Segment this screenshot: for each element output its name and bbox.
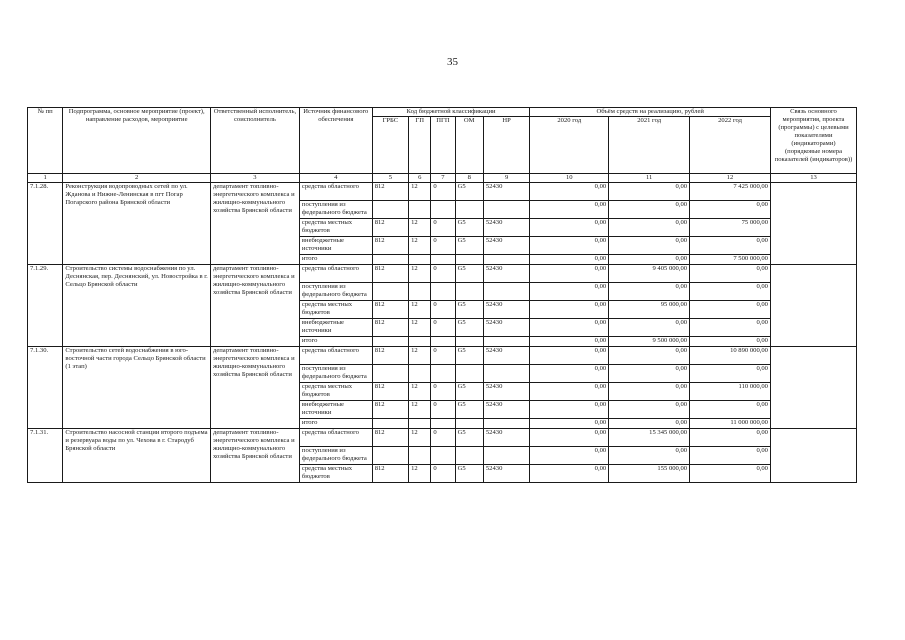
funding-source: итого xyxy=(299,337,372,347)
funding-source: средства областного xyxy=(299,347,372,365)
code-gp: 12 xyxy=(409,319,431,337)
code-grbs: 812 xyxy=(372,301,408,319)
code-om: G5 xyxy=(455,183,483,201)
column-number: 5 xyxy=(372,174,408,183)
section-title: Реконструкция водопроводных сетей по ул. Жданова и Нижне-Ленинская в пгт Погар Погарского района Брянской области xyxy=(63,183,211,265)
code-grbs: 812 xyxy=(372,429,408,447)
funding-source: средства местных бюджетов xyxy=(299,465,372,483)
column-number: 8 xyxy=(455,174,483,183)
code-grbs xyxy=(372,365,408,383)
amount-2022: 0,00 xyxy=(690,301,771,319)
header-gp: ГП xyxy=(409,117,431,174)
code-grbs: 812 xyxy=(372,219,408,237)
header-budget-code: Код бюджетной классификации xyxy=(372,108,530,117)
code-np: 52430 xyxy=(483,265,530,283)
code-om xyxy=(455,365,483,383)
code-gp: 12 xyxy=(409,383,431,401)
amount-2020: 0,00 xyxy=(530,301,609,319)
amount-2021: 0,00 xyxy=(609,383,690,401)
code-om: G5 xyxy=(455,429,483,447)
indicator-link xyxy=(770,429,856,483)
section-executor: департамент топливно-энергетического комплекса и жилищно-коммунального хозяйства Брянской области xyxy=(210,265,299,347)
code-np xyxy=(483,447,530,465)
header-executor: Ответственный исполнитель, соисполнитель xyxy=(210,108,299,174)
section-executor: департамент топливно-энергетического комплекса и жилищно-коммунального хозяйства Брянской области xyxy=(210,347,299,429)
amount-2022: 10 890 000,00 xyxy=(690,347,771,365)
code-pgp: 0 xyxy=(431,383,455,401)
amount-2022: 0,00 xyxy=(690,447,771,465)
amount-2021: 0,00 xyxy=(609,365,690,383)
code-pgp xyxy=(431,365,455,383)
code-om xyxy=(455,419,483,429)
column-number: 9 xyxy=(483,174,530,183)
code-pgp xyxy=(431,447,455,465)
code-grbs xyxy=(372,201,408,219)
table-header xyxy=(28,108,857,183)
amount-2020: 0,00 xyxy=(530,319,609,337)
amount-2022: 0,00 xyxy=(690,201,771,219)
column-numbers-row xyxy=(28,174,857,183)
code-grbs xyxy=(372,419,408,429)
header-grbs: ГРБС xyxy=(372,117,408,174)
header-link: Связь основного мероприятия, проекта (программы) с целевыми показателями (индикаторами) (порядковые номера показателей (индикаторов)) xyxy=(770,108,856,174)
table-row xyxy=(28,347,857,365)
amount-2022: 75 000,00 xyxy=(690,219,771,237)
code-gp: 12 xyxy=(409,347,431,365)
header-pgp: ПГП xyxy=(431,117,455,174)
amount-2022: 0,00 xyxy=(690,465,771,483)
amount-2020: 0,00 xyxy=(530,419,609,429)
code-pgp xyxy=(431,255,455,265)
code-gp: 12 xyxy=(409,465,431,483)
column-number: 13 xyxy=(770,174,856,183)
code-grbs: 812 xyxy=(372,383,408,401)
code-np xyxy=(483,201,530,219)
amount-2021: 9 405 000,00 xyxy=(609,265,690,283)
header-np: НР xyxy=(483,117,530,174)
code-np xyxy=(483,365,530,383)
code-np xyxy=(483,255,530,265)
code-grbs: 812 xyxy=(372,183,408,201)
amount-2022: 0,00 xyxy=(690,401,771,419)
code-gp xyxy=(409,337,431,347)
code-pgp: 0 xyxy=(431,183,455,201)
amount-2022: 0,00 xyxy=(690,283,771,301)
code-om: G5 xyxy=(455,265,483,283)
code-gp: 12 xyxy=(409,301,431,319)
column-number: 2 xyxy=(63,174,211,183)
budget-table xyxy=(27,107,857,483)
column-number: 6 xyxy=(409,174,431,183)
amount-2020: 0,00 xyxy=(530,401,609,419)
amount-2022: 7 500 000,00 xyxy=(690,255,771,265)
indicator-link xyxy=(770,183,856,265)
amount-2020: 0,00 xyxy=(530,383,609,401)
code-np: 52430 xyxy=(483,401,530,419)
amount-2021: 9 500 000,00 xyxy=(609,337,690,347)
amount-2021: 0,00 xyxy=(609,237,690,255)
code-pgp xyxy=(431,283,455,301)
header-2020: 2020 год xyxy=(530,117,609,174)
code-grbs xyxy=(372,337,408,347)
funding-source: средства местных бюджетов xyxy=(299,301,372,319)
code-pgp xyxy=(431,337,455,347)
code-gp: 12 xyxy=(409,219,431,237)
code-np: 52430 xyxy=(483,465,530,483)
header-2021: 2021 год xyxy=(609,117,690,174)
code-grbs: 812 xyxy=(372,465,408,483)
code-np xyxy=(483,283,530,301)
column-number: 4 xyxy=(299,174,372,183)
header-volume: Объём средств на реализацию, рублей xyxy=(530,108,771,117)
amount-2020: 0,00 xyxy=(530,337,609,347)
code-np: 52430 xyxy=(483,429,530,447)
code-pgp: 0 xyxy=(431,237,455,255)
code-pgp xyxy=(431,201,455,219)
code-gp: 12 xyxy=(409,265,431,283)
code-grbs xyxy=(372,255,408,265)
code-np: 52430 xyxy=(483,301,530,319)
section-title: Строительство системы водоснабжения по ул. Деснянская, пер. Деснянский, ул. Новостройка в г. Сельцо Брянской области xyxy=(63,265,211,347)
code-grbs: 812 xyxy=(372,401,408,419)
column-number: 3 xyxy=(210,174,299,183)
funding-source: итого xyxy=(299,419,372,429)
amount-2021: 0,00 xyxy=(609,219,690,237)
code-pgp: 0 xyxy=(431,219,455,237)
amount-2022: 0,00 xyxy=(690,429,771,447)
amount-2020: 0,00 xyxy=(530,237,609,255)
amount-2022: 0,00 xyxy=(690,365,771,383)
amount-2021: 0,00 xyxy=(609,447,690,465)
code-grbs xyxy=(372,447,408,465)
code-om: G5 xyxy=(455,383,483,401)
column-number: 7 xyxy=(431,174,455,183)
funding-source: поступления из федерального бюджета xyxy=(299,201,372,219)
code-pgp: 0 xyxy=(431,319,455,337)
section-number: 7.1.31. xyxy=(28,429,63,483)
section-number: 7.1.29. xyxy=(28,265,63,347)
column-number: 12 xyxy=(690,174,771,183)
header-source: Источник финансового обеспечения xyxy=(299,108,372,174)
table-row xyxy=(28,429,857,447)
column-number: 10 xyxy=(530,174,609,183)
amount-2021: 0,00 xyxy=(609,401,690,419)
code-pgp: 0 xyxy=(431,347,455,365)
amount-2020: 0,00 xyxy=(530,255,609,265)
amount-2020: 0,00 xyxy=(530,465,609,483)
code-np xyxy=(483,337,530,347)
code-om: G5 xyxy=(455,319,483,337)
code-np: 52430 xyxy=(483,219,530,237)
header-num: № пп xyxy=(28,108,63,174)
code-om xyxy=(455,447,483,465)
code-om: G5 xyxy=(455,219,483,237)
code-gp: 12 xyxy=(409,183,431,201)
code-grbs: 812 xyxy=(372,265,408,283)
amount-2022: 0,00 xyxy=(690,319,771,337)
amount-2020: 0,00 xyxy=(530,347,609,365)
column-number: 11 xyxy=(609,174,690,183)
funding-source: поступления из федерального бюджета xyxy=(299,283,372,301)
code-om: G5 xyxy=(455,237,483,255)
code-om: G5 xyxy=(455,401,483,419)
code-grbs xyxy=(372,283,408,301)
code-om xyxy=(455,283,483,301)
amount-2021: 0,00 xyxy=(609,255,690,265)
table-body xyxy=(28,183,857,483)
code-om xyxy=(455,337,483,347)
funding-source: средства местных бюджетов xyxy=(299,383,372,401)
section-number: 7.1.28. xyxy=(28,183,63,265)
amount-2022: 7 425 000,00 xyxy=(690,183,771,201)
code-gp: 12 xyxy=(409,429,431,447)
code-np: 52430 xyxy=(483,237,530,255)
code-gp xyxy=(409,255,431,265)
amount-2020: 0,00 xyxy=(530,265,609,283)
amount-2022: 110 000,00 xyxy=(690,383,771,401)
funding-source: средства местных бюджетов xyxy=(299,219,372,237)
code-gp xyxy=(409,419,431,429)
code-pgp: 0 xyxy=(431,429,455,447)
amount-2021: 0,00 xyxy=(609,283,690,301)
amount-2022: 0,00 xyxy=(690,265,771,283)
code-np xyxy=(483,419,530,429)
code-np: 52430 xyxy=(483,347,530,365)
code-np: 52430 xyxy=(483,183,530,201)
funding-source: средства областного xyxy=(299,265,372,283)
amount-2022: 0,00 xyxy=(690,237,771,255)
code-pgp: 0 xyxy=(431,301,455,319)
code-gp xyxy=(409,201,431,219)
amount-2020: 0,00 xyxy=(530,201,609,219)
amount-2020: 0,00 xyxy=(530,429,609,447)
column-number: 1 xyxy=(28,174,63,183)
section-executor: департамент топливно-энергетического комплекса и жилищно-коммунального хозяйства Брянской области xyxy=(210,183,299,265)
code-om: G5 xyxy=(455,301,483,319)
header-program: Подпрограмма, основное мероприятие (проект), направление расходов, мероприятие xyxy=(63,108,211,174)
amount-2021: 0,00 xyxy=(609,183,690,201)
header-om: ОМ xyxy=(455,117,483,174)
code-om: G5 xyxy=(455,465,483,483)
code-gp xyxy=(409,365,431,383)
code-gp xyxy=(409,447,431,465)
code-pgp: 0 xyxy=(431,265,455,283)
code-grbs: 812 xyxy=(372,347,408,365)
code-gp: 12 xyxy=(409,401,431,419)
amount-2021: 0,00 xyxy=(609,419,690,429)
code-pgp: 0 xyxy=(431,401,455,419)
section-executor: департамент топливно-энергетического комплекса и жилищно-коммунального хозяйства Брянской области xyxy=(210,429,299,483)
table-row xyxy=(28,183,857,201)
funding-source: внебюджетные источники xyxy=(299,237,372,255)
indicator-link xyxy=(770,265,856,347)
funding-source: внебюджетные источники xyxy=(299,319,372,337)
amount-2020: 0,00 xyxy=(530,183,609,201)
amount-2020: 0,00 xyxy=(530,447,609,465)
code-np: 52430 xyxy=(483,319,530,337)
funding-source: средства областного xyxy=(299,429,372,447)
code-gp: 12 xyxy=(409,237,431,255)
header-2022: 2022 год xyxy=(690,117,771,174)
indicator-link xyxy=(770,347,856,429)
amount-2020: 0,00 xyxy=(530,219,609,237)
code-grbs: 812 xyxy=(372,319,408,337)
code-pgp xyxy=(431,419,455,429)
table-row xyxy=(28,265,857,283)
code-om xyxy=(455,201,483,219)
code-pgp: 0 xyxy=(431,465,455,483)
funding-source: внебюджетные источники xyxy=(299,401,372,419)
amount-2021: 0,00 xyxy=(609,319,690,337)
funding-source: поступления из федерального бюджета xyxy=(299,365,372,383)
amount-2021: 0,00 xyxy=(609,201,690,219)
amount-2022: 0,00 xyxy=(690,337,771,347)
section-title: Строительство сетей водоснабжения в юго-восточной части города Сельцо Брянской области (1 этап) xyxy=(63,347,211,429)
amount-2020: 0,00 xyxy=(530,365,609,383)
code-om: G5 xyxy=(455,347,483,365)
section-number: 7.1.30. xyxy=(28,347,63,429)
amount-2021: 95 000,00 xyxy=(609,301,690,319)
code-np: 52430 xyxy=(483,383,530,401)
funding-source: поступления из федерального бюджета xyxy=(299,447,372,465)
amount-2021: 0,00 xyxy=(609,347,690,365)
code-grbs: 812 xyxy=(372,237,408,255)
funding-source: средства областного xyxy=(299,183,372,201)
funding-source: итого xyxy=(299,255,372,265)
code-om xyxy=(455,255,483,265)
page-number: 35 xyxy=(447,56,458,68)
amount-2021: 155 000,00 xyxy=(609,465,690,483)
amount-2020: 0,00 xyxy=(530,283,609,301)
amount-2022: 11 000 000,00 xyxy=(690,419,771,429)
code-gp xyxy=(409,283,431,301)
section-title: Строительство насосной станции второго подъема и резервуара воды по ул. Чехова в г. Стародуб Брянской области xyxy=(63,429,211,483)
amount-2021: 15 345 000,00 xyxy=(609,429,690,447)
